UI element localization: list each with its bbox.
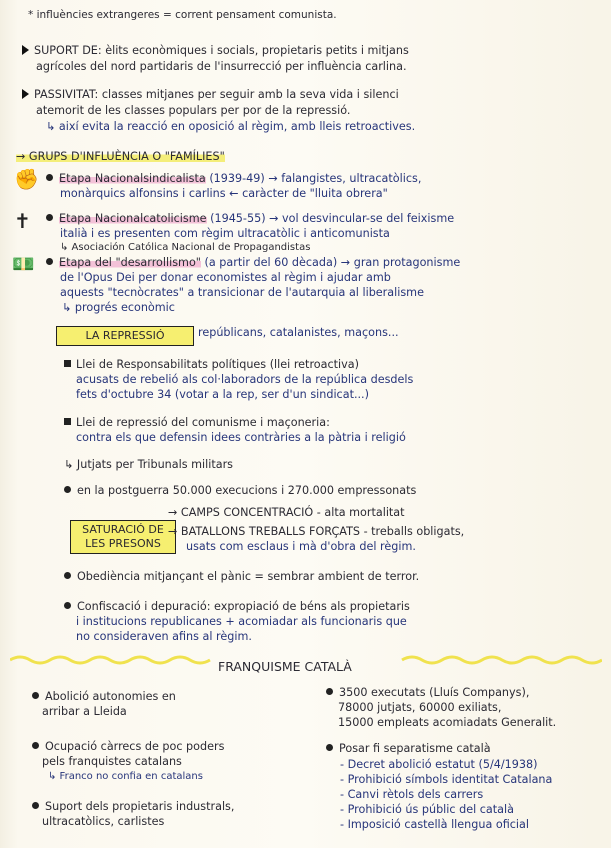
note-line: 78000 jutjats, 60000 exiliats, (338, 701, 502, 714)
note-line: ultracatòlics, carlistes (42, 815, 165, 828)
note-line: atemorit de les classes populars per por de la repressió. (36, 104, 351, 117)
note-line: ↳ progrés econòmic (62, 301, 175, 314)
note-line: - Prohibició ús públic del català (340, 803, 514, 816)
note-line: de l'Opus Dei per donar economistes al règim i ajudar amb (60, 271, 391, 284)
triangle-bullet-icon (22, 89, 29, 99)
note-line: Etapa Nacionalcatolicisme (1945-55) → vol desvincular-se del feixisme (46, 212, 454, 226)
note-line: aquests "tecnòcrates" a transicionar de l'autarquia al liberalisme (60, 286, 424, 299)
note-line: - Imposició castellà llengua oficial (340, 818, 529, 831)
note-line: Llei de repressió del comunisme i maçoneria: (64, 416, 330, 430)
note-line: monàrquics alfonsins i carlins ← caràcter de "lluita obrera" (60, 187, 388, 200)
section-heading: → GRUPS D'INFLUÈNCIA O "FAMÍLIES" (16, 150, 225, 163)
note-line: - Canvi rètols dels carrers (340, 788, 484, 801)
raised-fist-icon: ✊ (14, 167, 39, 191)
money-icon: 💵 (12, 254, 35, 275)
note-line: pels franquistes catalans (42, 755, 182, 768)
cross-icon: ✝ (14, 209, 31, 233)
note-line: Confiscació i depuració: expropiació de béns als propietaris (64, 600, 410, 614)
note-line: usats com esclaus i mà d'obra del règim. (186, 540, 416, 553)
note-line: arribar a Lleida (42, 705, 127, 718)
section-box: SATURACIÓ DE LES PRESONS (70, 520, 176, 554)
note-line: ↳ Franco no confia en catalans (48, 771, 203, 782)
note-line: → CAMPS CONCENTRACIÓ - alta mortalitat (168, 506, 405, 519)
note-line: 3500 executats (Lluís Companys), (326, 686, 529, 700)
note-line: ↳ Jutjats per Tribunals militars (64, 458, 234, 471)
note-line: → BATALLONS TREBALLS FORÇATS - treballs obligats, (168, 525, 465, 538)
note-line: fets d'octubre 34 (votar a la rep, ser d'un sindicat...) (76, 388, 369, 401)
note-line: - Prohibició símbols identitat Catalana (340, 773, 553, 786)
note-line: SUPORT DE: èlits econòmiques i socials, propietaris petits i mitjans (22, 44, 409, 58)
note-line: ↳ Asociación Católica Nacional de Propagandistas (60, 242, 311, 253)
triangle-bullet-icon (22, 45, 29, 55)
section-heading: FRANQUISME CATALÀ (218, 659, 352, 674)
note-line: acusats de rebelió als col·laboradors de la república desdels (76, 373, 414, 386)
note-line: Posar fi separatisme català (326, 742, 491, 756)
note-line: italià i es presenten com règim ultracatòlic i anticomunista (60, 227, 390, 240)
note-line: en la postguerra 50.000 execucions i 270.000 empressonats (64, 484, 416, 498)
note-line: Ocupació càrrecs de poc poders (32, 740, 224, 754)
note-line: Suport dels propietaris industrals, (32, 800, 234, 814)
note-line: contra els que defensin idees contràries a la pàtria i religió (76, 431, 406, 444)
note-line: PASSIVITAT: classes mitjanes per seguir amb la seva vida i silenci (22, 88, 399, 102)
note-line: repúblicans, catalanistes, maçons... (198, 326, 399, 339)
note-line: Abolició autonomies en (32, 690, 176, 704)
note-line: Llei de Responsabilitats polítiques (llei retroactiva) (64, 358, 359, 372)
note-line: agrícoles del nord partidaris de l'insurrecció per influència carlina. (36, 60, 407, 73)
note-line: * influències extrangeres = corrent pensament comunista. (28, 9, 337, 21)
section-box: LA REPRESSIÓ (56, 326, 194, 346)
note-line: - Decret abolició estatut (5/4/1938) (340, 758, 538, 771)
note-line: Etapa Nacionalsindicalista (1939-49) → falangistes, ultracatòlics, (46, 172, 421, 186)
note-line: ↳ així evita la reacció en oposició al règim, amb lleis retroactives. (46, 120, 416, 133)
note-line: Etapa del "desarrollismo" (a partir del 60 dècada) → gran protagonisme (46, 256, 460, 270)
note-line: i institucions republicanes + acomiadar als funcionaris que (76, 615, 407, 628)
note-line: 15000 empleats acomiadats Generalit. (338, 716, 557, 729)
note-line: no consideraven afins al règim. (76, 630, 252, 643)
note-line: Obediència mitjançant el pànic = sembrar ambient de terror. (64, 570, 419, 584)
